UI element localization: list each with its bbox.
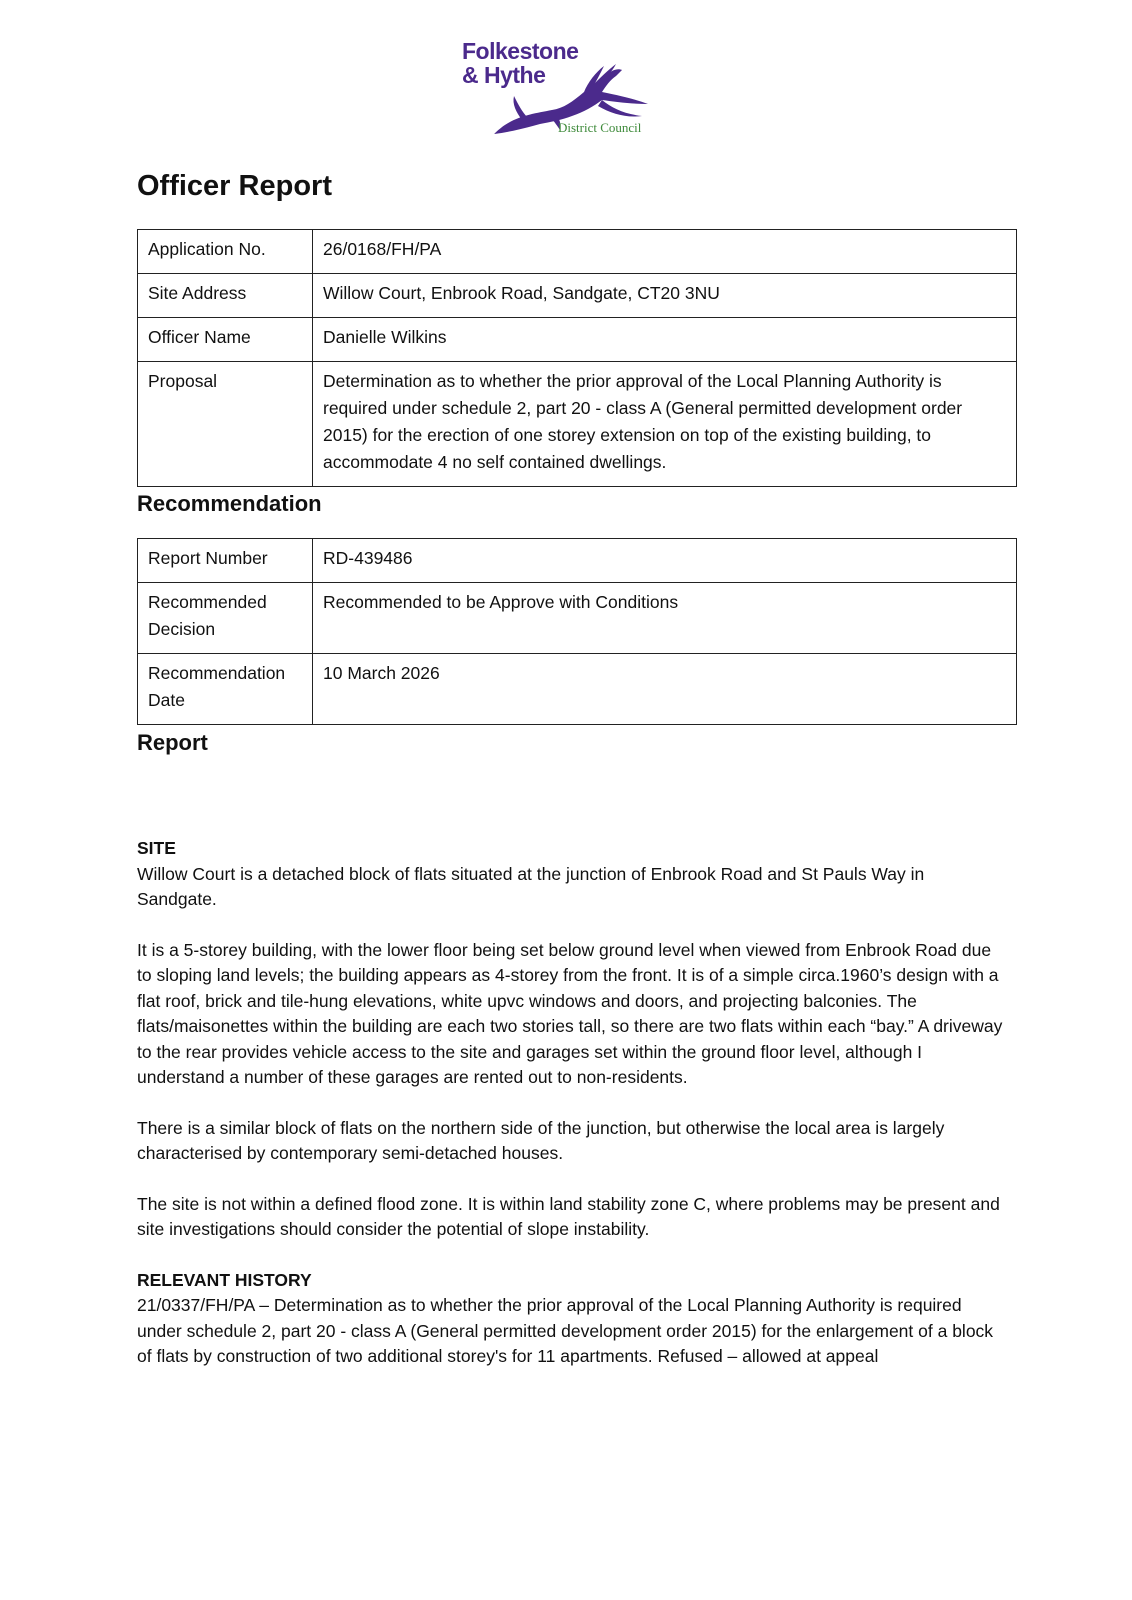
row-label: Report Number [138,539,313,583]
site-paragraph: There is a similar block of flats on the northern side of the junction, but otherwise the local area is largely characterised by contemporary semi-detached houses. [137,1117,945,1163]
site-heading: SITE [137,838,176,858]
table-row [138,274,1017,318]
history-paragraph: 21/0337/FH/PA – Determination as to whether the prior approval of the Local Planning Authority is required under schedule 2, part 20 - class A (General permitted development order 2015) for the enlargement of a block of flats by construction of two additional storey's for 11 apartments. Refused – allowed at appeal [137,1295,994,1366]
history-heading: RELEVANT HISTORY [137,1269,312,1290]
recommendation-table [137,538,1017,725]
table-row [138,583,1017,654]
table-row [138,230,1017,274]
site-paragraph: It is a 5-storey building, with the lower floor being set below ground level when viewed from Enbrook Road due to sloping land levels; the building appears as 4-storey from the front. It is of a simple circa.1960’s design with a flat roof, brick and tile-hung elevations, white upvc windows and doors, and projecting balconies. The flats/maisonettes within the building are each two stories tall, so there are two flats within each “bay.” A driveway to the rear provides vehicle access to the site and garages set within the ground floor level, although I understand a number of these garages are rented out to non-residents. [137,939,1003,1087]
row-value: 10 March 2026 [313,654,1017,725]
recommendation-heading: Recommendation [137,491,322,516]
row-value: Determination as to whether the prior approval of the Local Planning Authority is required under schedule 2, part 20 - class A (General permitted development order 2015) for the erection of one storey extension on top of the existing building, to accommodate 4 no self contained dwellings. [313,362,1017,487]
row-label: Application No. [138,230,313,274]
row-value: Recommended to be Approve with Conditions [313,583,1017,654]
logo-line-1: Folkestone [462,38,579,64]
application-details-table [137,229,1017,487]
table-row [138,318,1017,362]
row-value: Willow Court, Enbrook Road, Sandgate, CT20 3NU [313,274,1017,318]
logo-line-3: District Council [558,120,642,135]
row-value: 26/0168/FH/PA [313,230,1017,274]
table-row [138,654,1017,725]
site-section [137,836,1007,1370]
row-value: Danielle Wilkins [313,318,1017,362]
table-row [138,362,1017,487]
logo-line-2: & Hythe [462,62,546,88]
table-row [138,539,1017,583]
row-value: RD-439486 [313,539,1017,583]
site-paragraph: The site is not within a defined flood zone. It is within land stability zone C, where problems may be present and site investigations should consider the potential of slope instability. [137,1193,1000,1239]
row-label: Recommended Decision [138,583,313,654]
row-label: Officer Name [138,318,313,362]
report-heading: Report [137,730,208,755]
row-label: Proposal [138,362,313,487]
row-label: Recommendation Date [138,654,313,725]
site-paragraph: Willow Court is a detached block of flats situated at the junction of Enbrook Road and St Pauls Way in Sandgate. [137,863,925,909]
council-logo [462,36,662,140]
page-title: Officer Report [137,170,332,202]
row-label: Site Address [138,274,313,318]
